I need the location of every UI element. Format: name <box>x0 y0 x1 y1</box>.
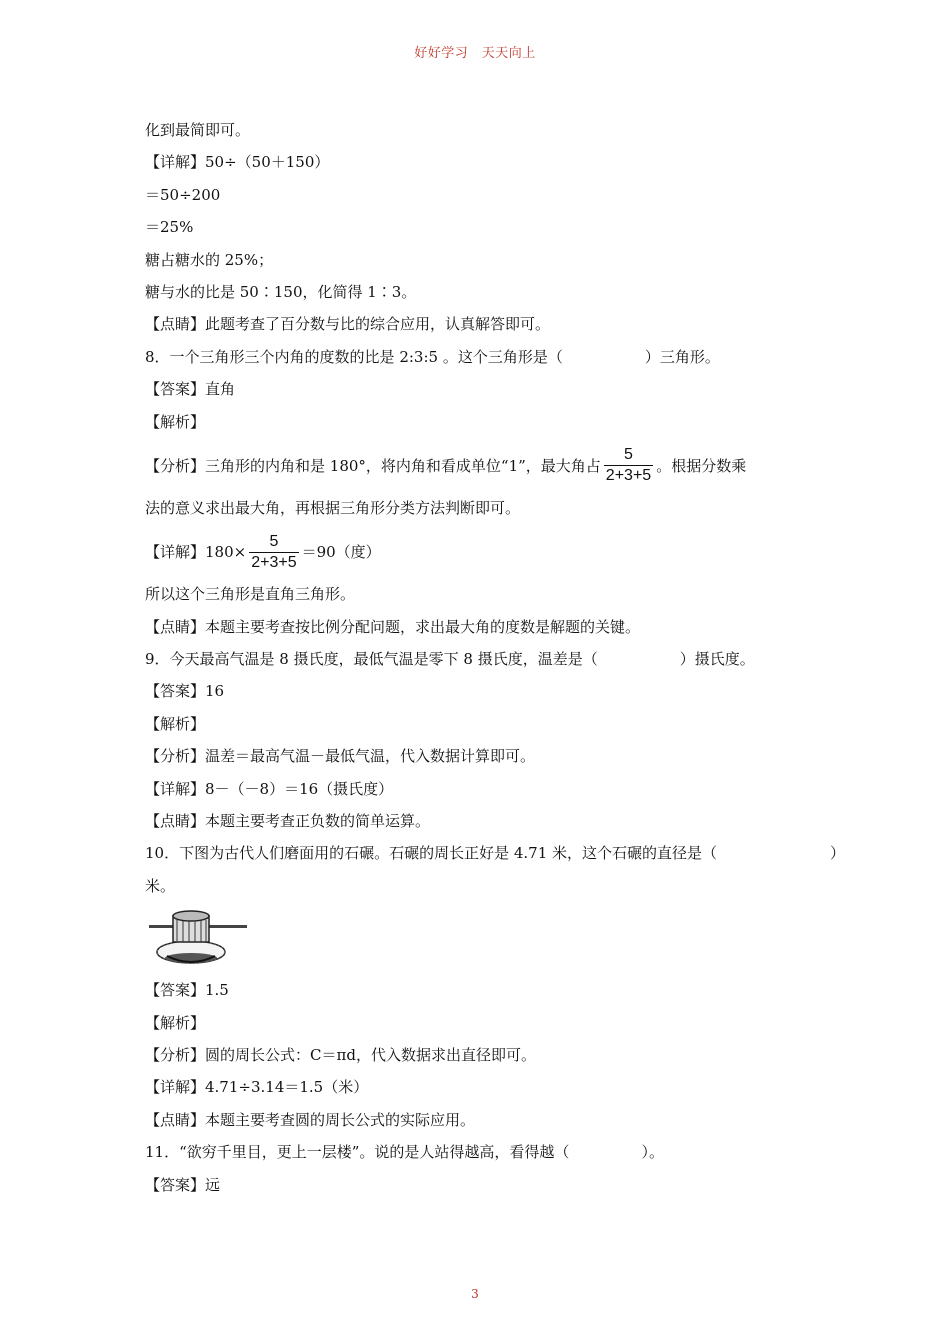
page-header: 好好学习 天天向上 <box>414 46 536 61</box>
question-9 <box>145 643 845 675</box>
jiexi-label: 【解析】 <box>145 714 206 733</box>
answer-line: 【答案】直角 <box>145 380 236 399</box>
jiexi-label: 【解析】 <box>145 1013 206 1032</box>
analysis-text: 。根据分数乘 <box>656 456 747 475</box>
fraction-denominator: 2+3+5 <box>251 553 297 571</box>
text-line: 【详解】50÷（50＋150） <box>145 153 330 172</box>
text-line: ＝25% <box>145 218 194 237</box>
question-10 <box>145 837 845 869</box>
detail-text: 【详解】180× <box>145 543 247 562</box>
analysis-line: 【分析】温差＝最高气温－最低气温，代入数据计算即可。 <box>145 747 536 766</box>
question-11 <box>145 1136 845 1168</box>
answer-line: 【答案】远 <box>145 1175 221 1194</box>
analysis-text: 【分析】三角形的内角和是 180°，将内角和看成单位“1”，最大角占 <box>145 456 601 475</box>
text-line: 糖与水的比是 50∶150，化简得 1∶3。 <box>145 282 417 301</box>
detail-line: 【详解】4.71÷3.14＝1.5（米） <box>145 1078 369 1097</box>
answer-line: 【答案】16 <box>145 682 225 701</box>
text-line: 化到最简即可。 <box>145 121 251 139</box>
question-text: ）三角形。 <box>644 347 720 366</box>
question-text: ）摄氏度。 <box>679 650 755 669</box>
question-text: 米。 <box>145 876 176 895</box>
question-text: 10．下图为古代人们磨面用的石碾。石碾的周长正好是 4.71 米，这个石碾的直径是（ <box>145 844 718 863</box>
document-body <box>145 114 845 1201</box>
text-line: 法的意义求出最大角，再根据三角形分类方法判断即可。 <box>145 498 521 517</box>
dianjing-line: 【点睛】本题主要考查按比例分配问题，求出最大角的度数是解题的关键。 <box>145 617 641 636</box>
detail-line: 【详解】8－（－8）＝16（摄氏度） <box>145 779 394 798</box>
fraction-denominator: 2+3+5 <box>605 467 652 485</box>
fraction-numerator: 5 <box>269 532 279 550</box>
stone-roller-icon <box>149 908 249 970</box>
question-text: ） <box>829 844 845 863</box>
jiexi-label: 【解析】 <box>145 412 206 431</box>
fraction <box>604 445 653 486</box>
analysis-line <box>145 442 845 490</box>
analysis-line: 【分析】圆的周长公式：C＝πd，代入数据求出直径即可。 <box>145 1045 536 1064</box>
question-text: 11．“欲穷千里目，更上一层楼”。说的是人站得越高，看得越（ <box>145 1143 570 1162</box>
fraction <box>249 532 298 573</box>
stone-roller-figure <box>149 908 845 970</box>
question-text: 9．今天最高气温是 8 摄氏度，最低气温是零下 8 摄氏度，温差是（ <box>145 650 598 669</box>
detail-text: ＝90（度） <box>301 543 381 562</box>
question-text: 8．一个三角形三个内角的度数的比是 2:3:5 。这个三角形是（ <box>145 347 563 366</box>
dianjing-line: 【点睛】本题主要考查正负数的简单运算。 <box>145 812 431 831</box>
detail-line <box>145 528 845 576</box>
page-number: 3 <box>471 1287 479 1301</box>
text-line: 【点睛】此题考查了百分数与比的综合应用，认真解答即可。 <box>145 315 551 334</box>
fraction-numerator: 5 <box>624 446 633 464</box>
answer-line: 【答案】1.5 <box>145 981 229 1000</box>
text-line: 所以这个三角形是直角三角形。 <box>145 585 356 604</box>
text-line: ＝50÷200 <box>145 185 221 204</box>
dianjing-line: 【点睛】本题主要考查圆的周长公式的实际应用。 <box>145 1110 476 1129</box>
question-text: ）。 <box>641 1143 664 1162</box>
text-line: 糖占糖水的 25%； <box>145 250 274 269</box>
question-8 <box>145 341 845 373</box>
